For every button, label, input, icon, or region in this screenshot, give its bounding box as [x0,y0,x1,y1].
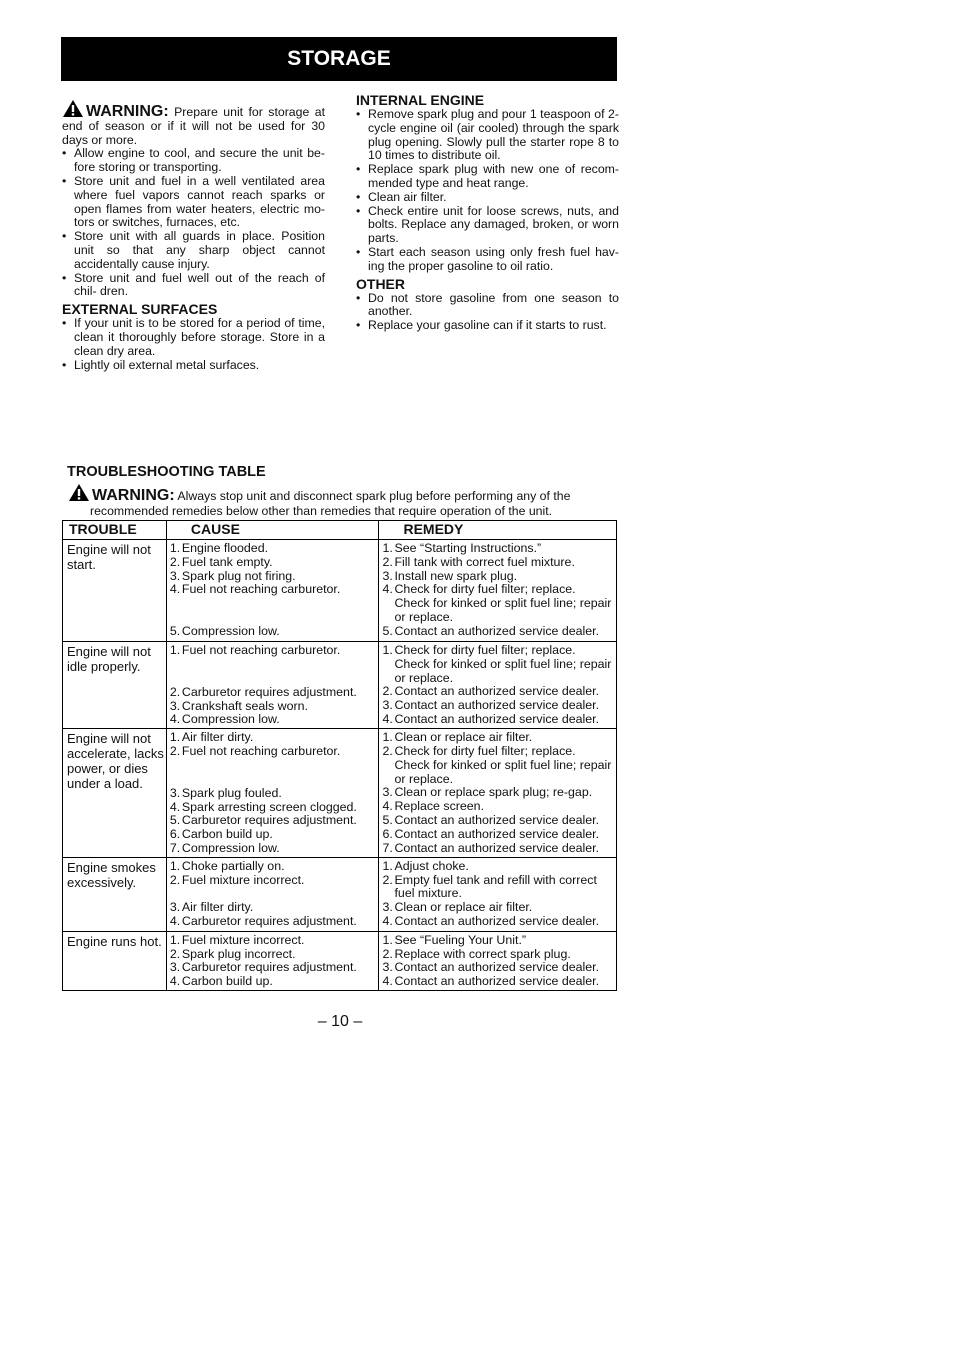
cause-item: 1. Fuel mixture incorrect. [169,932,305,947]
trouble-cell: Engine will not start. [63,540,167,642]
list-item: • Start each season using only fresh fuel hav- ing the proper gasoline to oil ratio. [356,246,619,274]
remedy-item: 1. See “Starting Instructions.” [382,541,542,555]
cause-item: 5. Compression low. [169,624,280,639]
remedy-cell [379,540,617,642]
remedy-item: 1. Clean or replace air filter. [382,730,533,745]
column-header-remedy: REMEDY [379,521,617,540]
storage-left-column [62,99,325,372]
cause-item: 2. Fuel not reaching carburetor. [169,743,341,758]
list-item: • Store unit and fuel well out of the reach of chil- dren. [62,272,325,300]
cause-cell [166,857,379,931]
cause-item: 1. Air filter dirty. [169,730,254,745]
cause-item: 1. Engine flooded. [169,541,269,555]
remedy-item: 3. Clean or replace air filter. [382,900,533,915]
cause-item: 1. Choke partially on. [169,858,285,873]
cause-item: 2. Spark plug incorrect. [169,946,296,961]
troubleshooting-heading: TROUBLESHOOTING TABLE [67,464,266,480]
trouble-cell: Engine will not accelerate, lacks power, or dies under a load. [63,729,167,858]
trouble-cell: Engine runs hot. [63,931,167,990]
other-list [356,292,619,333]
remedy-cell [379,729,617,858]
remedy-cell [379,857,617,931]
remedy-item: 2. Empty fuel tank and refill with correct fuel mixture. [382,872,597,901]
list-item: • Clean air filter. [356,191,619,205]
troubleshooting-warning [68,483,628,519]
cause-item: 7. Compression low. [169,840,280,855]
remedy-item: 1. See “Fueling Your Unit.” [382,932,527,947]
list-item: • Do not store gasoline from one season to another. [356,292,619,320]
trouble-cell: Engine will not idle properly. [63,642,167,729]
list-item: • Allow engine to cool, and secure the unit be- fore storing or transporting. [62,147,325,175]
remedy-item: 1. Check for dirty fuel filter; replace. Check for kinked or split fuel line; repair or replace. [382,643,612,685]
external-surfaces-list [62,317,325,372]
page-number: – 10 – [317,1013,363,1030]
warning-label: WARNING: [86,103,169,120]
list-item: • Store unit with all guards in place. Position unit so that any sharp object cannot accidentally cause injury. [62,230,325,271]
table-row [63,729,617,858]
cause-cell [166,540,379,642]
remedy-item: 4. Check for dirty fuel filter; replace. Check for kinked or split fuel line; repair or replace. [382,582,612,624]
internal-engine-list [356,108,619,274]
table-row [63,931,617,990]
remedy-item: 2. Contact an authorized service dealer. [382,684,600,699]
warning-text: recommended remedies below other than remedies that require operation of the unit. [90,504,553,518]
page-title: STORAGE [287,47,391,70]
remedy-item: 4. Replace screen. [382,799,485,814]
list-item: • Replace your gasoline can if it starts to rust. [356,319,619,333]
cause-item: 3. Spark plug fouled. [169,785,282,800]
cause-item: 6. Carbon build up. [169,827,273,842]
cause-item: 3. Air filter dirty. [169,900,254,915]
list-item: • Remove spark plug and pour 1 teaspoon of 2-cycle engine oil (air cooled) through the spark plug opening. Slowly pull the starter rope 8 to 10 times to distribute oil. [356,108,619,163]
list-item: • Store unit and fuel in a well ventilated area where fuel vapors cannot reach sparks or open flames from water heaters, electric mo- tors or switches, furnaces, etc. [62,175,325,230]
table-row [63,857,617,931]
remedy-item: 2. Replace with correct spark plug. [382,946,571,961]
list-item: • Lightly oil external metal surfaces. [62,359,325,373]
cause-cell [166,729,379,858]
remedy-item: 4. Contact an authorized service dealer. [382,913,600,928]
remedy-item: 5. Contact an authorized service dealer. [382,623,600,638]
remedy-cell [379,642,617,729]
cause-item: 2. Carburetor requires adjustment. [169,684,357,699]
column-header-cause: CAUSE [166,521,379,540]
remedy-item: 3. Install new spark plug. [382,568,518,583]
remedy-item: 2. Fill tank with correct fuel mixture. [382,554,575,569]
remedy-item: 2. Check for dirty fuel filter; replace. Check for kinked or split fuel line; repair or replace. [382,743,612,786]
cause-item: 2. Fuel tank empty. [169,554,273,569]
page-title-banner [61,37,617,81]
trouble-cell: Engine smokes excessively. [63,857,167,931]
remedy-item: 3. Clean or replace spark plug; re-gap. [382,785,593,800]
cause-cell [166,931,379,990]
remedy-item: 6. Contact an authorized service dealer. [382,826,600,841]
remedy-item: 3. Contact an authorized service dealer. [382,960,600,975]
storage-warning [62,99,325,147]
list-item: • Check entire unit for loose screws, nuts, and bolts. Replace any damaged, broken, or worn parts. [356,205,619,246]
cause-item: 4. Compression low. [169,712,280,727]
storage-warning-list [62,147,325,299]
cause-item: 2. Fuel mixture incorrect. [169,872,305,887]
remedy-item: 7. Contact an authorized service dealer. [382,840,600,855]
remedy-item: 1. Adjust choke. [382,858,469,873]
troubleshooting-table [62,520,617,991]
storage-right-column [356,90,619,333]
cause-cell [166,642,379,729]
external-surfaces-heading: EXTERNAL SURFACES [62,301,218,318]
column-header-trouble: TROUBLE [63,521,167,540]
cause-item: 4. Spark arresting screen clogged. [169,799,357,814]
warning-triangle-icon [68,483,90,502]
warning-text: Prepare unit for storage at end of season or if it will not be used for 30 days or more. [62,105,325,147]
cause-item: 4. Carburetor requires adjustment. [169,914,357,929]
remedy-item: 4. Contact an authorized service dealer. [382,974,600,989]
list-item: • Replace spark plug with new one of recom- mended type and heat range. [356,163,619,191]
cause-item: 3. Spark plug not firing. [169,568,296,583]
remedy-item: 3. Contact an authorized service dealer. [382,698,600,713]
internal-engine-heading: INTERNAL ENGINE [356,92,485,108]
table-row [63,540,617,642]
warning-triangle-icon [62,99,84,118]
warning-text: Always stop unit and disconnect spark plug before performing any of the [177,489,571,503]
cause-item: 4. Carbon build up. [169,974,273,989]
other-heading: OTHER [356,275,405,292]
remedy-item: 5. Contact an authorized service dealer. [382,812,600,827]
table-header-row [63,521,617,540]
cause-item: 3. Carburetor requires adjustment. [169,960,357,975]
remedy-cell [379,931,617,990]
list-item: • If your unit is to be stored for a period of time, clean it thoroughly before storage. Store in a clean dry area. [62,317,325,358]
cause-item: 4. Fuel not reaching carburetor. [169,582,341,597]
cause-item: 1. Fuel not reaching carburetor. [169,643,341,657]
warning-label: WARNING: [92,487,175,504]
cause-item: 5. Carburetor requires adjustment. [169,813,357,828]
table-row [63,642,617,729]
cause-item: 3. Crankshaft seals worn. [169,698,308,713]
remedy-item: 4. Contact an authorized service dealer. [382,711,600,726]
